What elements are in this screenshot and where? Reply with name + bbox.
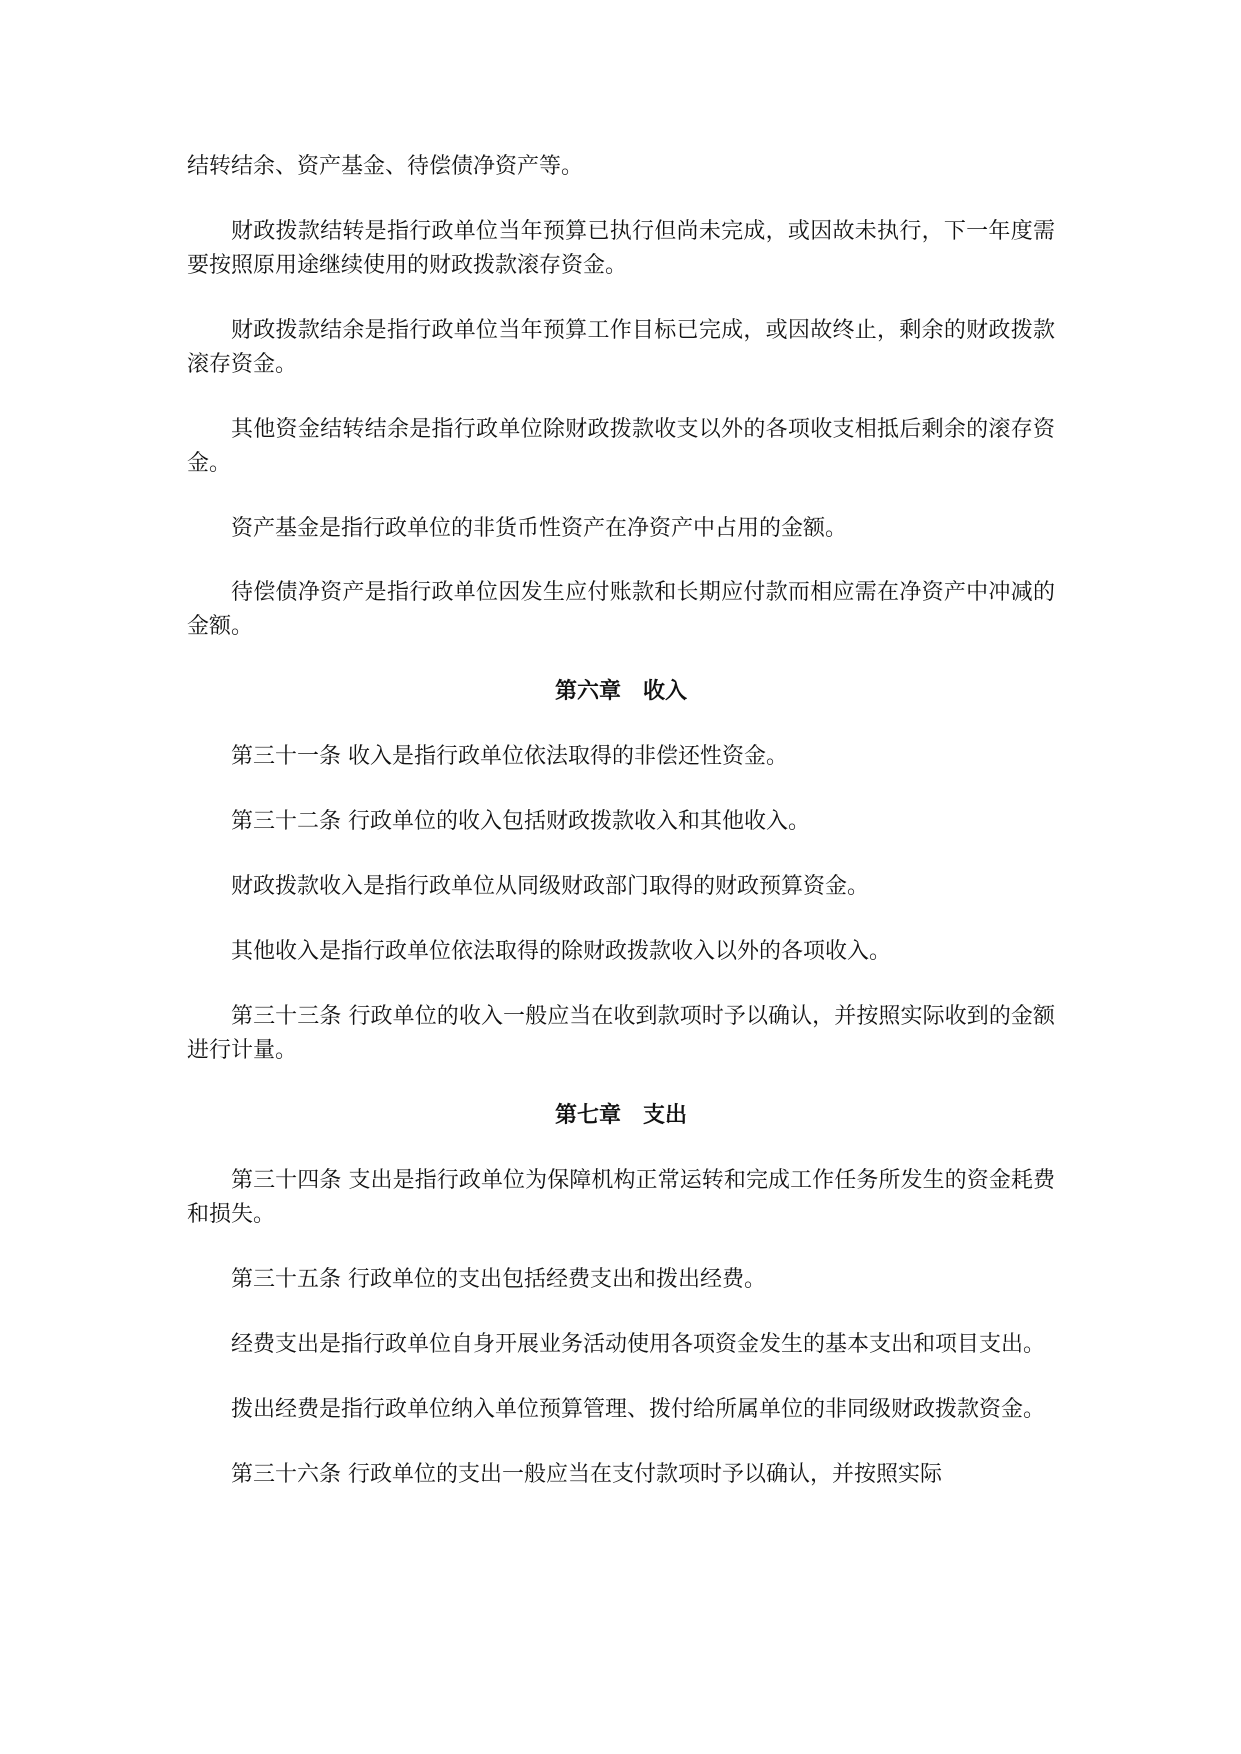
chapter-heading-income: 第六章 收入 — [554, 679, 687, 704]
article-36: 第三十六条 行政单位的支出一般应当在支付款项时予以确认，并按照实际 — [231, 1462, 942, 1487]
article-32: 第三十二条 行政单位的收入包括财政拨款收入和其他收入。 — [231, 809, 810, 834]
paragraph-operating-expenditure: 经费支出是指行政单位自身开展业务活动使用各项资金发生的基本支出和项目支出。 — [231, 1332, 1046, 1357]
paragraph-net-assets-list: 结转结余、资产基金、待偿债净资产等。 — [187, 154, 584, 179]
article-33: 第三十三条 行政单位的收入一般应当在收到款项时予以确认，并按照实际收到的金额进行计量。 — [187, 1004, 1055, 1063]
article-35: 第三十五条 行政单位的支出包括经费支出和拨出经费。 — [231, 1267, 766, 1292]
paragraph-allocated-funds: 拨出经费是指行政单位纳入单位预算管理、拨付给所属单位的非同级财政拨款资金。 — [231, 1397, 1046, 1422]
article-34: 第三十四条 支出是指行政单位为保障机构正常运转和完成工作任务所发生的资金耗费和损失。 — [187, 1168, 1055, 1227]
paragraph-fiscal-surplus: 财政拨款结余是指行政单位当年预算工作目标已完成，或因故终止，剩余的财政拨款滚存资金。 — [187, 318, 1055, 377]
paragraph-debt-net-assets: 待偿债净资产是指行政单位因发生应付账款和长期应付款而相应需在净资产中冲减的金额。 — [187, 580, 1055, 639]
document-page — [187, 150, 1055, 1523]
paragraph-fiscal-carryover: 财政拨款结转是指行政单位当年预算已执行但尚未完成，或因故未执行，下一年度需要按照原用途继续使用的财政拨款滚存资金。 — [187, 219, 1055, 278]
paragraph-asset-fund: 资产基金是指行政单位的非货币性资产在净资产中占用的金额。 — [231, 516, 848, 541]
chapter-heading-expenditure: 第七章 支出 — [554, 1103, 687, 1128]
article-31: 第三十一条 收入是指行政单位依法取得的非偿还性资金。 — [231, 744, 788, 769]
paragraph-other-funds: 其他资金结转结余是指行政单位除财政拨款收支以外的各项收支相抵后剩余的滚存资金。 — [187, 417, 1055, 476]
paragraph-other-income: 其他收入是指行政单位依法取得的除财政拨款收入以外的各项收入。 — [231, 939, 892, 964]
paragraph-fiscal-income: 财政拨款收入是指行政单位从同级财政部门取得的财政预算资金。 — [231, 874, 870, 899]
